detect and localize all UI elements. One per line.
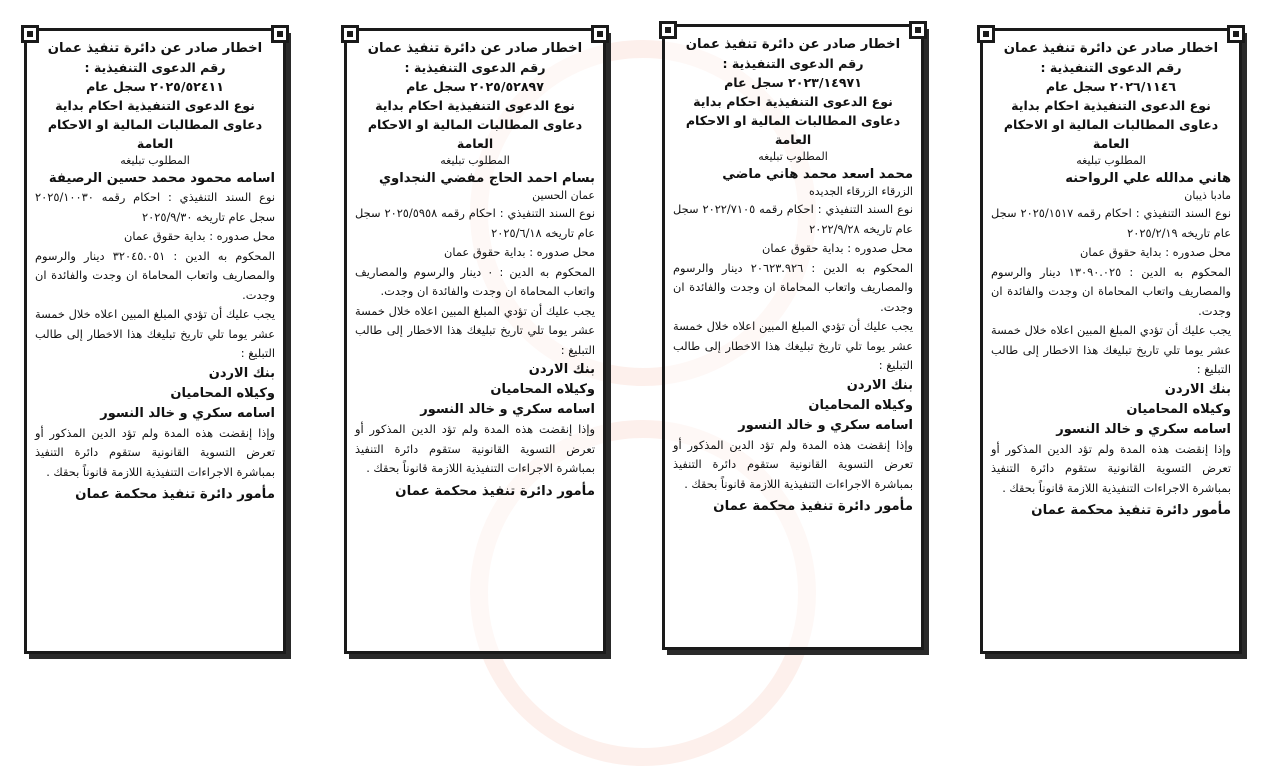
instrument-text: نوع السند التنفيذي : احكام رقمه ٢٠٢٥/١٠٠٣٠ سجل عام تاريخه ٢٠٢٥/٩/٣٠ (35, 190, 275, 224)
demand-text: يجب عليك أن تؤدي المبلغ المبين اعلاه خلال خمسة عشر يوما تلي تاريخ تبليغك هذا الاخطار إلى طالب التبليغ : (355, 303, 595, 357)
case-label: رقم الدعوى التنفيذية : (722, 56, 864, 71)
warning-text: وإذا إنقضت هذه المدة ولم تؤد الدين المذكور أو تعرض التسوية القانونية ستقوم دائرة التنفيذ بمباشرة الاجراءات التنفيذية اللازمة قانوناً بحقك . (355, 422, 595, 475)
issuer-text: محل صدوره : بداية حقوق عمان (1080, 245, 1231, 259)
creditor-lawyers: اسامه سكري و خالد النسور (100, 405, 275, 421)
case-type: نوع الدعوى التنفيذية احكام بداية دعاوى المطالبات المالية او الاحكام العامة (1003, 98, 1219, 151)
notify-label: المطلوب تبليغه (1076, 154, 1146, 167)
demand-text: يجب عليك أن تؤدي المبلغ المبين اعلاه خلال خمسة عشر يوما تلي تاريخ تبليغك هذا الاخطار إلى طالب التبليغ : (991, 323, 1231, 376)
notice-2 (662, 24, 924, 650)
corner-ornament (977, 25, 995, 43)
corner-ornament (591, 25, 609, 43)
case-type: نوع الدعوى التنفيذية احكام بداية دعاوى المطالبات المالية او الاحكام العامة (47, 98, 263, 151)
debtor-address: مادبا ذيبان (1184, 189, 1231, 202)
signature: مأمور دائرة تنفيذ محكمة عمان (713, 499, 913, 514)
instrument-text: نوع السند التنفيذي : احكام رقمه ٢٠٢٥/٥٩٥٨ سجل عام تاريخه ٢٠٢٥/٦/١٨ (355, 206, 595, 240)
creditor-lawyers: اسامه سكري و خالد النسور (738, 417, 913, 433)
case-number: ٢٠٢٥/٥٢٤١١ سجل عام (86, 79, 224, 94)
instrument-text: نوع السند التنفيذي : احكام رقمه ٢٠٢٢/٧١٠٥ سجل عام تاريخه ٢٠٢٢/٩/٢٨ (673, 202, 913, 236)
corner-ornament (271, 25, 289, 43)
debtor-name: بسام احمد الحاج مفضي النجداوي (378, 171, 595, 186)
debtor-name: محمد اسعد محمد هاني ماضي (722, 167, 913, 182)
amount-text: المحكوم به الدين : ٣٢٠٤٥.٠٥١ دينار والرسوم والمصاريف واتعاب المحاماة ان وجدت والفائدة ان وجدت. (35, 248, 275, 302)
notice-header: اخطار صادر عن دائرة تنفيذ عمان (367, 41, 583, 56)
creditor-agents-label: وكيلاه المحاميان (490, 382, 595, 397)
debtor-address: عمان الحسين (532, 189, 595, 202)
creditor-bank: بنك الاردن (846, 377, 913, 393)
debtor-address: الزرقاء الزرقاء الجديده (808, 185, 913, 198)
amount-text: المحكوم به الدين : ٠ دينار والرسوم والمصاريف واتعاب المحاماة ان وجدت والفائدة ان وجدت. (355, 264, 595, 298)
notice-header: اخطار صادر عن دائرة تنفيذ عمان (685, 37, 901, 52)
case-number: ٢٠٢٥/٥٢٨٩٧ سجل عام (406, 79, 544, 94)
creditor-bank: بنك الاردن (208, 365, 275, 381)
issuer-text: محل صدوره : بداية حقوق عمان (762, 241, 913, 255)
warning-text: وإذا إنقضت هذه المدة ولم تؤد الدين المذكور أو تعرض التسوية القانونية ستقوم دائرة التنفيذ بمباشرة الاجراءات التنفيذية اللازمة قانوناً بحقك . (35, 425, 275, 479)
creditor-agents-label: وكيلاه المحاميان (1126, 401, 1231, 417)
corner-ornament (659, 21, 677, 39)
corner-ornament (341, 25, 359, 43)
warning-text: وإذا إنقضت هذه المدة ولم تؤد الدين المذكور أو تعرض التسوية القانونية ستقوم دائرة التنفيذ بمباشرة الاجراءات التنفيذية اللازمة قانوناً بحقك . (991, 441, 1231, 495)
corner-ornament (1227, 25, 1245, 43)
case-label: رقم الدعوى التنفيذية : (404, 60, 546, 75)
case-number: ٢٠٢٦/١١٤٦ سجل عام (1045, 79, 1177, 94)
notify-label: المطلوب تبليغه (440, 154, 510, 167)
debtor-name: اسامه محمود محمد حسين الرصيفة (48, 171, 275, 186)
signature: مأمور دائرة تنفيذ محكمة عمان (395, 483, 595, 499)
case-type: نوع الدعوى التنفيذية احكام بداية دعاوى المطالبات المالية او الاحكام العامة (367, 98, 583, 151)
signature: مأمور دائرة تنفيذ محكمة عمان (75, 487, 275, 502)
corner-ornament (909, 21, 927, 39)
creditor-lawyers: اسامه سكري و خالد النسور (420, 402, 595, 417)
case-label: رقم الدعوى التنفيذية : (84, 60, 226, 75)
creditor-agents-label: وكيلاه المحاميان (170, 385, 275, 401)
signature: مأمور دائرة تنفيذ محكمة عمان (1031, 503, 1231, 518)
notice-1 (980, 28, 1242, 654)
notify-label: المطلوب تبليغه (758, 150, 828, 163)
demand-text: يجب عليك أن تؤدي المبلغ المبين اعلاه خلال خمسة عشر يوما تلي تاريخ تبليغك هذا الاخطار إلى طالب التبليغ : (35, 307, 275, 360)
instrument-text: نوع السند التنفيذي : احكام رقمه ٢٠٢٥/١٥١٧ سجل عام تاريخه ٢٠٢٥/٢/١٩ (991, 206, 1231, 240)
notice-4 (24, 28, 286, 654)
case-number: ٢٠٢٣/١٤٩٧١ سجل عام (724, 75, 862, 90)
case-type: نوع الدعوى التنفيذية احكام بداية دعاوى المطالبات المالية او الاحكام العامة (685, 94, 901, 147)
debtor-name: هاني مدالله علي الرواحنه (1065, 171, 1231, 186)
creditor-bank: بنك الاردن (528, 362, 595, 377)
creditor-lawyers: اسامه سكري و خالد النسور (1056, 421, 1231, 437)
demand-text: يجب عليك أن تؤدي المبلغ المبين اعلاه خلال خمسة عشر يوما تلي تاريخ تبليغك هذا الاخطار إلى طالب التبليغ : (673, 319, 913, 372)
amount-text: المحكوم به الدين : ١٣٠٩٠.٠٢٥ دينار والرسوم والمصاريف واتعاب المحاماة ان وجدت والفائدة ان وجدت. (991, 264, 1231, 318)
issuer-text: محل صدوره : بداية حقوق عمان (444, 245, 595, 259)
creditor-agents-label: وكيلاه المحاميان (808, 397, 913, 413)
notice-header: اخطار صادر عن دائرة تنفيذ عمان (47, 41, 263, 56)
notice-header: اخطار صادر عن دائرة تنفيذ عمان (1003, 41, 1219, 56)
amount-text: المحكوم به الدين : ٢٠٦٢٣.٩٢٦ دينار والرسوم والمصاريف واتعاب المحاماة ان وجدت والفائدة ان وجدت. (673, 260, 913, 314)
notice-3 (344, 28, 606, 654)
creditor-bank: بنك الاردن (1164, 381, 1231, 397)
corner-ornament (21, 25, 39, 43)
warning-text: وإذا إنقضت هذه المدة ولم تؤد الدين المذكور أو تعرض التسوية القانونية ستقوم دائرة التنفيذ بمباشرة الاجراءات التنفيذية اللازمة قانوناً بحقك . (673, 437, 913, 491)
notify-label: المطلوب تبليغه (120, 154, 190, 167)
issuer-text: محل صدوره : بداية حقوق عمان (124, 229, 275, 243)
case-label: رقم الدعوى التنفيذية : (1040, 60, 1182, 75)
